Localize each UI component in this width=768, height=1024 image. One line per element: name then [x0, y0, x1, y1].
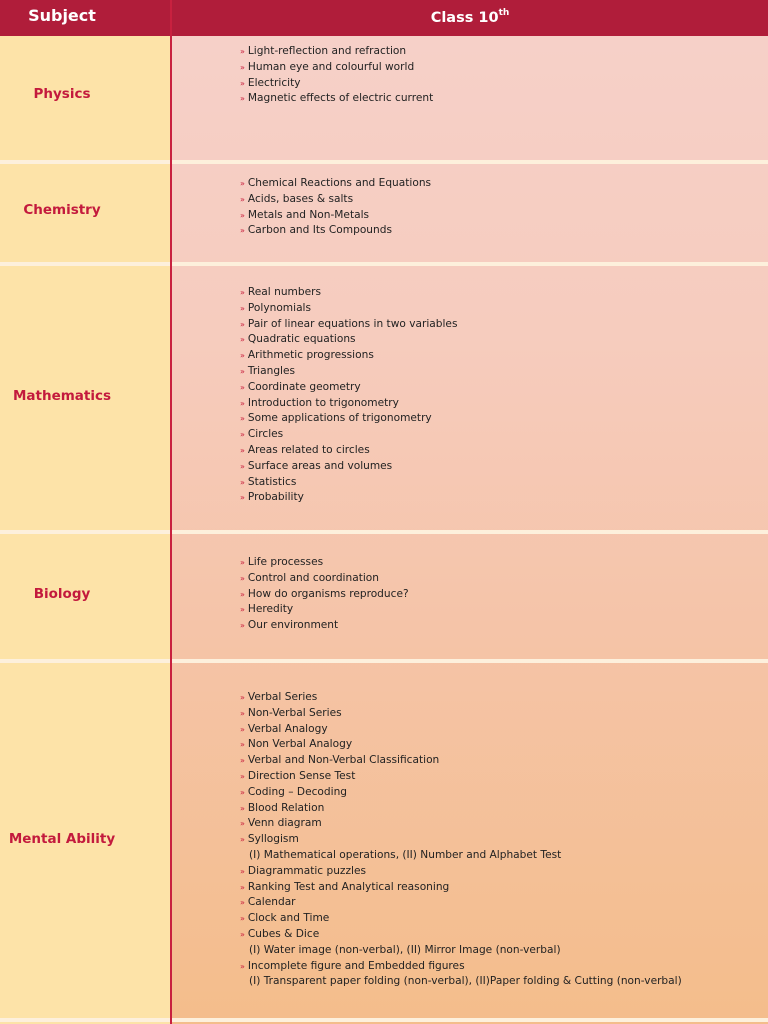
topic-text: Blood Relation: [247, 801, 325, 814]
topic-text: Non-Verbal Series: [247, 706, 342, 719]
topic-text: (I) Transparent paper folding (non-verbal), (II)Paper folding & Cutting (non-verbal): [249, 975, 682, 988]
topic-text: (I) Mathematical operations, (II) Number and Alphabet Test: [249, 848, 562, 861]
bullet-icon: »: [240, 835, 245, 845]
bullet-icon: »: [240, 803, 245, 813]
bullet-icon: »: [240, 210, 245, 220]
bullet-icon: »: [240, 335, 245, 345]
topic-item: [240, 753, 682, 769]
topic-text: Arithmetic progressions: [247, 349, 374, 362]
topic-item: [240, 223, 431, 239]
bullet-icon: »: [240, 819, 245, 829]
topic-text: Chemical Reactions and Equations: [247, 177, 432, 189]
topic-text: Clock and Time: [247, 912, 330, 925]
subject-chemistry: Chemistry: [23, 202, 101, 218]
bullet-icon: »: [240, 179, 245, 188]
bullet-icon: »: [240, 589, 245, 599]
topic-text: Some applications of trigonometry: [247, 412, 432, 425]
topic-item: [240, 911, 682, 927]
topic-text: Life processes: [247, 556, 324, 568]
topic-item: [240, 364, 457, 380]
row-divider: [0, 1018, 768, 1022]
bullet-icon: »: [240, 303, 245, 313]
bullet-icon: »: [240, 398, 245, 408]
topic-text: Magnetic effects of electric current: [247, 92, 434, 105]
row-divider: [0, 160, 768, 164]
topic-item: [240, 737, 682, 753]
header-subject: Subject: [28, 6, 96, 25]
topic-text: (I) Water image (non-verbal), (II) Mirror Image (non-verbal): [249, 943, 561, 956]
topic-item: [240, 587, 409, 603]
topic-text: Probability: [247, 491, 304, 504]
row-divider: [0, 262, 768, 266]
bullet-icon: »: [240, 866, 245, 876]
topic-item: [240, 427, 457, 443]
topic-item: [240, 348, 457, 364]
topic-text: Acids, bases & salts: [247, 192, 354, 205]
topic-text: Control and coordination: [247, 571, 379, 584]
topic-item: [240, 396, 457, 412]
topic-text: Introduction to trigonometry: [247, 396, 399, 409]
bullet-icon: »: [240, 430, 245, 440]
topic-item: [240, 895, 682, 911]
topic-item: [240, 769, 682, 785]
header-class-suffix: th: [498, 8, 510, 19]
topic-text: Verbal Analogy: [247, 722, 328, 735]
bullet-icon: »: [240, 94, 245, 104]
topic-item: [240, 301, 457, 317]
subject-mental-ability: Mental Ability: [8, 831, 116, 847]
topic-item: [240, 555, 409, 571]
topic-item: [240, 618, 409, 634]
column-divider: [170, 0, 172, 1024]
topic-item: [240, 332, 457, 348]
header-class: [172, 0, 768, 36]
topic-item: [240, 285, 457, 301]
table-header: [0, 0, 768, 36]
topic-text: Surface areas and volumes: [247, 459, 393, 472]
topic-item: [240, 380, 457, 396]
topic-item: [240, 848, 682, 864]
bullet-icon: »: [240, 351, 245, 361]
bullet-icon: »: [240, 319, 245, 329]
topic-text: Metals and Non-Metals: [247, 208, 370, 221]
topic-item: [240, 411, 457, 427]
topic-item: [240, 176, 431, 192]
bullet-icon: »: [240, 724, 245, 734]
topic-item: [240, 816, 682, 832]
topic-item: [240, 208, 431, 224]
bullet-icon: »: [240, 445, 245, 455]
subject-physics: Physics: [33, 86, 91, 102]
topic-text: Incomplete figure and Embedded figures: [247, 959, 465, 972]
topic-text: Electricity: [247, 76, 301, 89]
topic-text: Circles: [247, 428, 284, 441]
bullet-icon: »: [240, 693, 245, 702]
bullet-icon: »: [240, 621, 245, 631]
topic-item: [240, 785, 682, 801]
topic-text: Syllogism: [247, 833, 299, 846]
topic-item: [240, 801, 682, 817]
topic-item: [240, 60, 433, 76]
bullet-icon: »: [240, 288, 245, 297]
topic-text: Pair of linear equations in two variables: [247, 317, 458, 330]
topic-item: [240, 706, 682, 722]
topic-text: Coding – Decoding: [247, 785, 348, 798]
bullet-icon: »: [240, 78, 245, 88]
topic-text: Statistics: [247, 475, 297, 488]
topic-text: Areas related to circles: [247, 443, 370, 456]
topic-item: [240, 443, 457, 459]
topic-item: [240, 690, 682, 706]
topic-item: [240, 880, 682, 896]
topic-text: Carbon and Its Compounds: [247, 224, 392, 237]
topic-text: Venn diagram: [247, 817, 322, 830]
topic-item: [240, 722, 682, 738]
topic-item: [240, 317, 457, 333]
topic-text: Human eye and colourful world: [247, 60, 415, 73]
bullet-icon: »: [240, 477, 245, 487]
topic-item: [240, 959, 682, 975]
topic-item: [240, 91, 433, 107]
topics-mental-ability: [240, 690, 682, 990]
bullet-icon: »: [240, 882, 245, 892]
topic-item: [240, 832, 682, 848]
topic-text: Heredity: [247, 603, 294, 616]
bullet-icon: »: [240, 194, 245, 204]
bullet-icon: »: [240, 47, 245, 56]
topic-text: Direction Sense Test: [247, 769, 356, 782]
topic-item: [240, 864, 682, 880]
topic-text: Polynomials: [247, 301, 312, 314]
row-divider: [0, 530, 768, 534]
bullet-icon: »: [240, 366, 245, 376]
topics-mathematics: [240, 285, 457, 506]
topic-text: Quadratic equations: [247, 333, 356, 346]
topic-text: Light-reflection and refraction: [247, 45, 407, 57]
topic-text: Diagrammatic puzzles: [247, 864, 367, 877]
topics-physics: [240, 44, 433, 107]
bullet-icon: »: [240, 461, 245, 471]
topic-item: [240, 571, 409, 587]
bullet-icon: »: [240, 756, 245, 766]
bullet-icon: »: [240, 708, 245, 718]
topic-text: Verbal Series: [247, 691, 318, 703]
topic-text: Ranking Test and Analytical reasoning: [247, 880, 450, 893]
topic-item: [240, 76, 433, 92]
topic-item: [240, 974, 682, 990]
bullet-icon: »: [240, 898, 245, 908]
header-class-label: Class 10: [430, 10, 499, 26]
topics-chemistry: [240, 176, 431, 239]
bullet-icon: »: [240, 771, 245, 781]
row-divider: [0, 659, 768, 663]
topic-item: [240, 44, 433, 60]
bullet-icon: »: [240, 573, 245, 583]
topic-text: Coordinate geometry: [247, 380, 361, 393]
topic-text: Real numbers: [247, 286, 321, 298]
bullet-icon: »: [240, 226, 245, 236]
topic-text: Non Verbal Analogy: [247, 738, 353, 751]
bullet-icon: »: [240, 558, 245, 567]
bullet-icon: »: [240, 605, 245, 615]
topic-text: Triangles: [247, 364, 296, 377]
topic-text: How do organisms reproduce?: [247, 587, 409, 600]
bullet-icon: »: [240, 740, 245, 750]
bullet-icon: »: [240, 929, 245, 939]
topics-biology: [240, 555, 409, 634]
bullet-icon: »: [240, 914, 245, 924]
topic-text: Calendar: [247, 896, 296, 909]
bullet-icon: »: [240, 493, 245, 503]
bullet-icon: »: [240, 961, 245, 971]
topic-item: [240, 943, 682, 959]
subject-mathematics: Mathematics: [12, 388, 112, 404]
topic-text: Verbal and Non-Verbal Classification: [247, 754, 440, 767]
topic-item: [240, 475, 457, 491]
topic-item: [240, 192, 431, 208]
subject-biology: Biology: [33, 586, 91, 602]
topic-item: [240, 602, 409, 618]
topic-item: [240, 927, 682, 943]
bullet-icon: »: [240, 787, 245, 797]
bullet-icon: »: [240, 414, 245, 424]
topic-text: Cubes & Dice: [247, 927, 320, 940]
topic-item: [240, 459, 457, 475]
topic-text: Our environment: [247, 619, 339, 632]
bullet-icon: »: [240, 62, 245, 72]
topic-item: [240, 490, 457, 506]
bullet-icon: »: [240, 382, 245, 392]
